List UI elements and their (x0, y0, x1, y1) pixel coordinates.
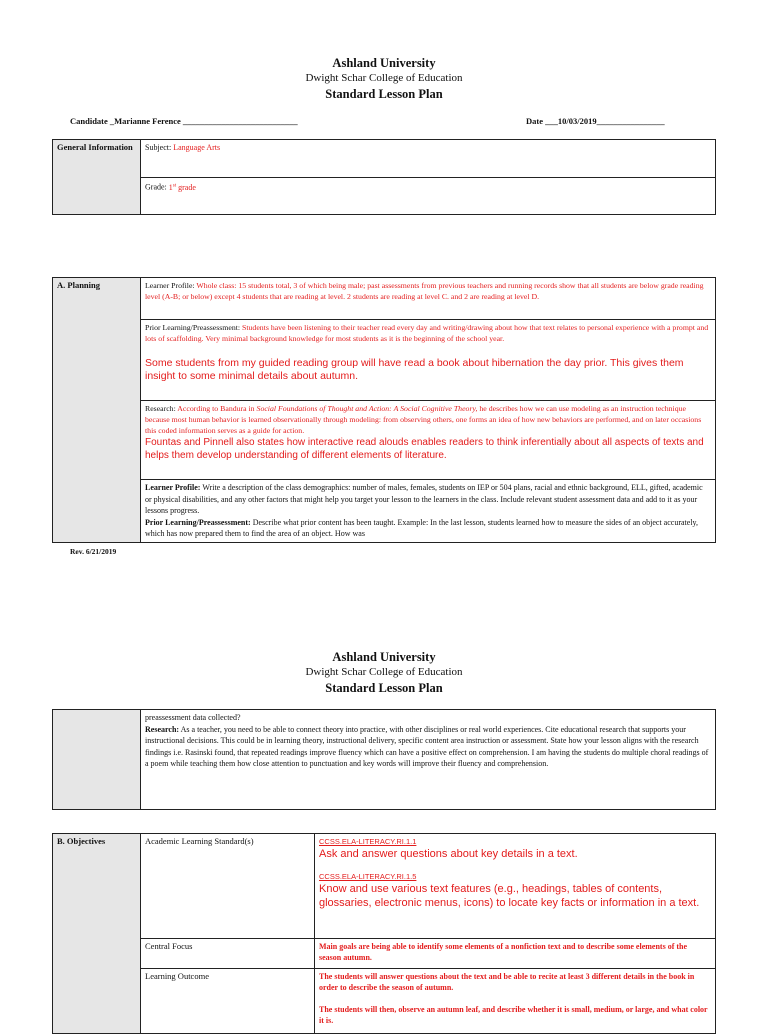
grade-cell: Grade: 1st grade (141, 178, 716, 215)
subject-cell: Subject: Language Arts (141, 140, 716, 178)
continued-label-cell (53, 710, 141, 810)
general-info-label: General Information (53, 140, 141, 215)
university-title-p2: Ashland University (332, 650, 436, 664)
planning-table (52, 277, 716, 543)
research-continued-table (52, 709, 716, 810)
date-field: Date ___10/03/2019________________ (526, 116, 665, 126)
revision-date: Rev. 6/21/2019 (70, 547, 117, 556)
learner-profile-cell: Learner Profile: Whole class: 15 students total, 3 of which being male; past assessments from previous teachers and running records show that all students are below grade reading level (A-B; or below) except 4 students that are reading at level. 2 students are reading at level C. and 2 are reading at level D. (141, 278, 716, 320)
continued-cell: preassessment data collected? Research: As a teacher, you need to be able to connect theory into practice, with other disciplines or real world experiences. Cite educational research that supports your instructional decisions. This could be in learning theory, instructional delivery, specific content area instruction or assessment. State how your lesson aligns with the research findings i.e. Rasinski found, that repeated readings improve fluency which can have a positive effect on comprehension. I am having the students do multiple choral readings of a poem while teaching them how close attention to punctuation and key words will improve their fluency and comprehension. (141, 710, 716, 810)
instructions-cell: Learner Profile: Write a description of the class demographics: number of males, females, students on IEP or 504 plans, racial and ethnic background, ELL, gifted, academic or physical disabilities, and any other factors that might help you target your lesson to the learners in the class. Include relevant student assessment data and add to it as your lessons progress. Prior Learning/Preassessment: Describe what prior content has been taught. Example: In the last lesson, students learned how to measure the sides of an object accurately, which has now prepared them to find the area of an object. How was (141, 480, 716, 543)
research-cell: Research: According to Bandura in Social Foundations of Thought and Action: A Social Cognitive Theory, he describes how we can use modeling as an instruction technique because most human behavior is learned observationally through modeling: from observing others, one forms an idea of how new behaviors are performed, and on later occasions this coded information serves as a guide for action. Fountas and Pinnell also states how interactive read alouds enables readers to think inferentially about all aspects of texts and helps them develop understanding of different elements of literature. (141, 401, 716, 480)
standard-2-link[interactable]: CCSS.ELA-LITERACY.RI.1.5 (319, 872, 417, 881)
learning-outcome-text: The students will answer questions about the text and be able to recite at least 3 different details in the book in order to describe the season of autumn. The students will then, observe an autumn leaf, and describe whether it is small, medium, or large, and what color it is. (315, 969, 716, 1034)
standards-cell (315, 834, 716, 939)
subject-value: Language Arts (173, 143, 221, 152)
standard-1-text: Ask and answer questions about key details in a text. (319, 848, 578, 860)
standards-label: Academic Learning Standard(s) (141, 834, 315, 939)
learning-outcome-label: Learning Outcome (141, 969, 315, 1034)
standard-2-text: Know and use various text features (e.g., headings, tables of contents, glossaries, electronic menus, icons) to locate key facts or information in a text. (319, 883, 700, 909)
central-focus-label: Central Focus (141, 939, 315, 969)
prior-learning-note: Some students from my guided reading group will have read a book about hibernation the day prior. This gives them insight to some minimal details about autumn. (145, 357, 684, 382)
standard-1-link[interactable]: CCSS.ELA-LITERACY.RI.1.1 (319, 837, 417, 846)
candidate-field: Candidate _Marianne Ference ___________________________ (70, 116, 298, 126)
central-focus-text: Main goals are being able to identify some elements of a nonfiction text and to describe some elements of the season autumn. (315, 939, 716, 969)
university-title: Ashland University (332, 56, 436, 70)
objectives-table (52, 833, 716, 1034)
college-name-p2: Dwight Schar College of Education (305, 666, 463, 678)
plan-title-p2: Standard Lesson Plan (325, 681, 443, 695)
research-note: Fountas and Pinnell also states how interactive read alouds enables readers to think inferentially about all aspects of texts and helps them develop understanding of different elements of literature. (145, 437, 704, 461)
college-name: Dwight Schar College of Education (305, 72, 463, 84)
planning-label: A. Planning (53, 278, 141, 543)
general-info-table (52, 139, 716, 215)
objectives-label: B. Objectives (53, 834, 141, 1034)
plan-title: Standard Lesson Plan (325, 87, 443, 101)
prior-learning-cell: Prior Learning/Preassessment: Students have been listening to their teacher read every day and writing/drawing about how that text relates to personal experience with a prompt and lots of scaffolding. Very minimal background knowledge for most students as it is the beginning of the school year. Some students from my guided reading group will have read a book about hibernation the day prior. This gives them insight to some minimal details about autumn. (141, 320, 716, 401)
grade-value: 1st grade (168, 182, 196, 192)
